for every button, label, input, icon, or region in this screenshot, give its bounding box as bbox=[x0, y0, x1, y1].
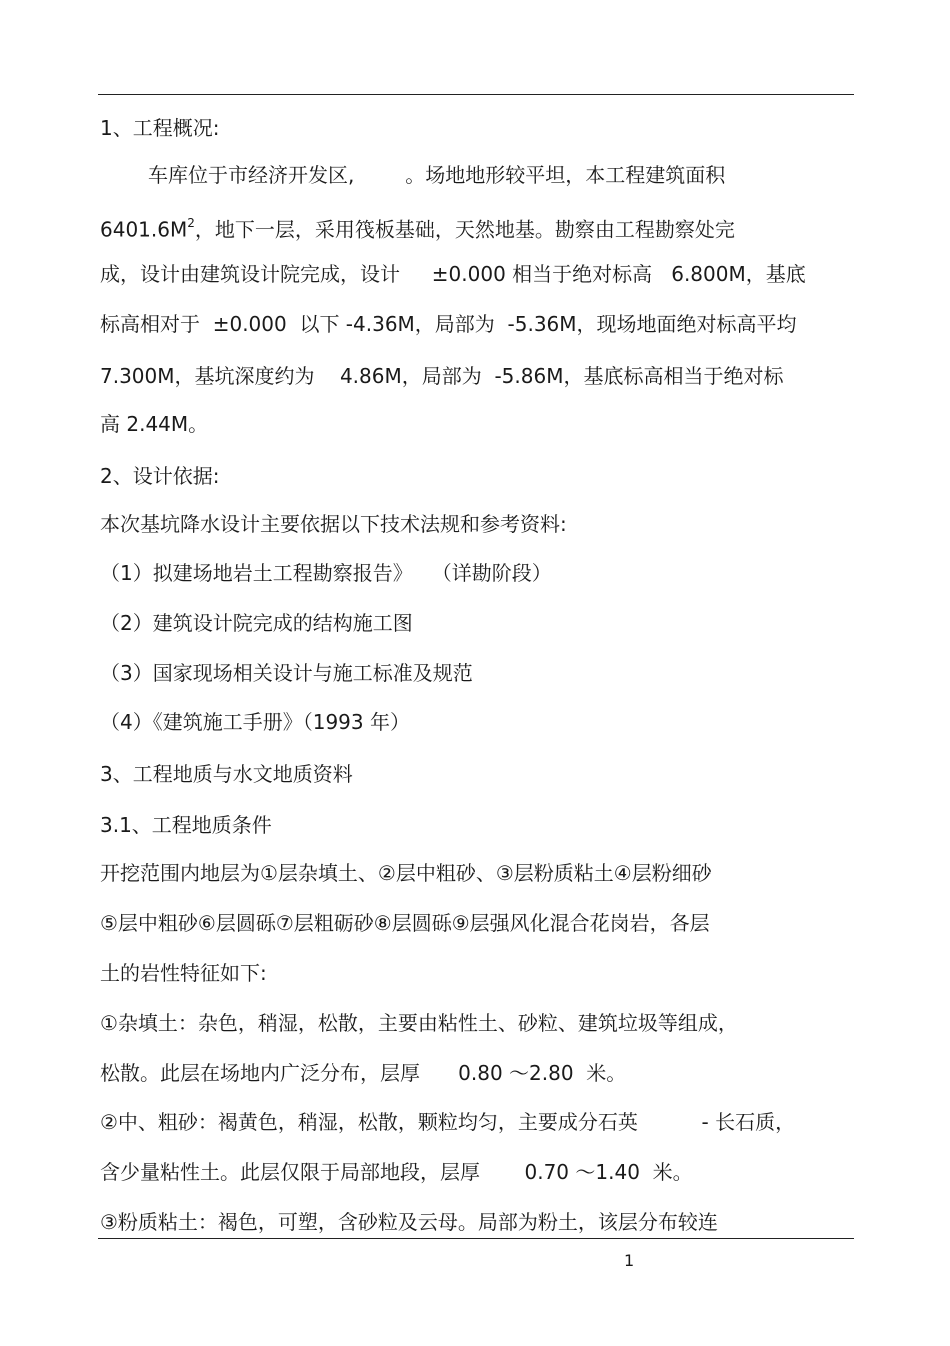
paragraph-line: 7.300M，基坑深度约为 4.86M，局部为 -5.86M，基底标高相当于绝对标 bbox=[100, 364, 784, 388]
paragraph-line: 开挖范围内地层为①层杂填土、②层中粗砂、③层粉质粘土④层粉细砂 bbox=[100, 861, 712, 885]
page-number: 1 bbox=[624, 1251, 635, 1270]
paragraph-line: 本次基坑降水设计主要依据以下技术法规和参考资料: bbox=[100, 512, 567, 536]
paragraph-line: 松散。此层在场地内广泛分布，层厚 0.80 ～2.80 米。 bbox=[100, 1061, 627, 1085]
paragraph-line: 成，设计由建筑设计院完成，设计 ±0.000 相当于绝对标高 6.800M，基底 bbox=[100, 262, 806, 286]
paragraph-line: ③粉质粘土：褐色，可塑，含砂粒及云母。局部为粉土，该层分布较连 bbox=[100, 1210, 718, 1234]
heading-3: 3、工程地质与水文地质资料 bbox=[100, 762, 353, 786]
paragraph-line: ⑤层中粗砂⑥层圆砾⑦层粗砺砂⑧层圆砾⑨层强风化混合花岗岩，各层 bbox=[100, 911, 710, 935]
paragraph-line: ②中、粗砂：褐黄色，稍湿，松散，颗粒均匀，主要成分石英 - 长石质， bbox=[100, 1110, 796, 1134]
paragraph-line-rest: ，地下一层，采用筏板基础，天然地基。勘察由工程勘察处完 bbox=[194, 217, 735, 242]
paragraph-line bbox=[100, 213, 735, 242]
heading-3-1: 3.1、工程地质条件 bbox=[100, 813, 272, 837]
heading-2: 2、设计依据: bbox=[100, 464, 220, 488]
paragraph-line: 含少量粘性土。此层仅限于局部地段，层厚 0.70 ～1.40 米。 bbox=[100, 1160, 693, 1184]
header-rule bbox=[98, 94, 854, 95]
heading-1: 1、工程概况: bbox=[100, 116, 220, 140]
paragraph-line: 土的岩性特征如下: bbox=[100, 961, 267, 985]
area-superscript: 2 bbox=[187, 216, 195, 230]
footer-rule bbox=[98, 1238, 854, 1239]
reference-item: （3）国家现场相关设计与施工标准及规范 bbox=[100, 661, 473, 685]
reference-item: （1）拟建场地岩土工程勘察报告》 （详勘阶段） bbox=[100, 561, 552, 585]
reference-item: （4）《建筑施工手册》（1993 年） bbox=[100, 710, 410, 734]
paragraph-line: 车库位于市经济开发区, 。场地地形较平坦，本工程建筑面积 bbox=[148, 163, 726, 187]
paragraph-line: 标高相对于 ±0.000 以下 -4.36M，局部为 -5.36M，现场地面绝对标高平均 bbox=[100, 312, 797, 336]
reference-item: （2）建筑设计院完成的结构施工图 bbox=[100, 611, 413, 635]
paragraph-line: ①杂填土：杂色，稍湿，松散，主要由粘性土、砂粒、建筑垃圾等组成， bbox=[100, 1011, 738, 1035]
area-value: 6401.6M bbox=[100, 217, 188, 242]
paragraph-line: 高 2.44M。 bbox=[100, 412, 209, 436]
